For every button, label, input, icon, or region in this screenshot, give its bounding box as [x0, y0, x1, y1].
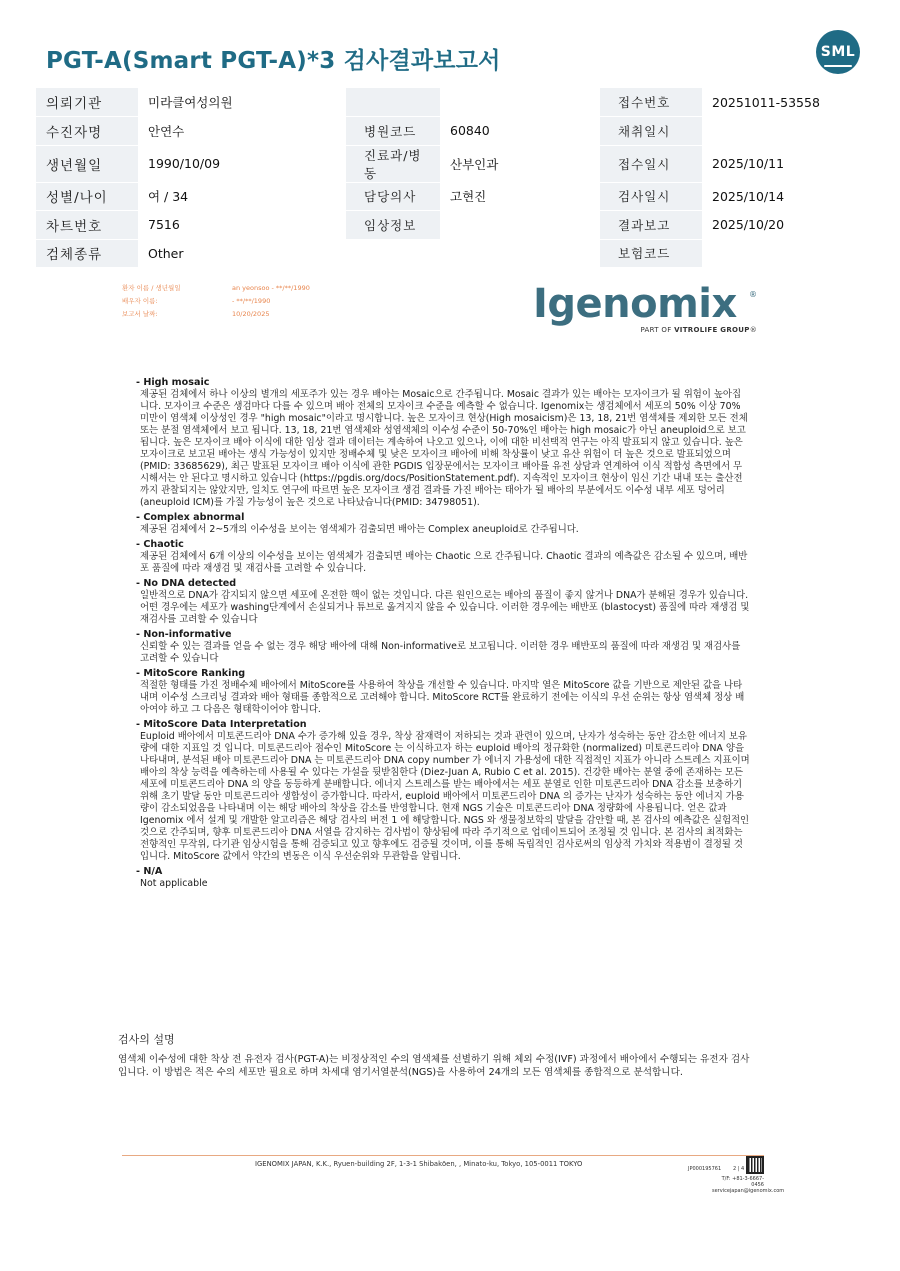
definition-section — [138, 865, 750, 890]
footer-divider — [122, 1155, 764, 1156]
info-value — [702, 117, 864, 146]
info-row — [36, 211, 864, 240]
info-value: 미라클여성의원 — [138, 88, 346, 117]
info-label: 진료과/병동 — [346, 145, 440, 182]
info-value: 여 / 34 — [138, 182, 346, 211]
info-label — [346, 88, 440, 117]
brand-sub-prefix: PART OF — [640, 326, 675, 334]
info-label: 성별/나이 — [36, 182, 138, 211]
meta-row — [122, 308, 310, 321]
section-title: - N/A — [136, 866, 163, 877]
section-text: Euploid 배아에서 미토콘드리아 DNA 수가 증가해 있을 경우, 착상 잠재력이 저하되는 것과 관련이 있으며, 난자가 성숙하는 동안 감소한 에너지 보유량에 대한 지표일 것 입니다. 미토콘드리아 점수인 MitoScore 는 이식하고자 하는 euploid 배아의 정규화한 (normalized) 미토콘드리아 DNA 양을 나타내며, 분석된 배아 미토콘드리아 DNA 는 미토콘드리아 DNA copy number 가 에너지 가용성에 대한 직접적인 지표가 아니라 스트레스 지표이며 배아의 착상 능력을 예측하는데 사용될 수 있다는 가설을 뒷받침한다 (Diez-Juan A, Rubio C et al. 2015). 건강한 배아는 분열 중에 존재하는 모든 세포에 미토콘드리아 DNA 의 양을 동등하게 분배합니다. 에너지 스트레스를 받는 배아에서는 세포 분열로 인한 미토콘드리아 DNA 감소를 보충하기 위해 초기 발달 동안 미토콘드리아 생합성이 증가합니다. 따라서, euploid 배아에서 미토콘드리아 DNA 의 증가는 난자가 성숙하는 동안 에너지 가용량이 감소되었음을 나타내며 이는 해당 배아의 착상을 감소를 반영합니다. 현재 NGS 기술은 미토콘드리아 DNA 정량화에 사용됩니다. 얻은 값과 Igenomix 에서 설계 및 개발한 알고리즘은 해당 검사의 버전 1 에 해당합니다. NGS 와 생물정보학의 발달을 감안할 때, 본 검사의 예측값은 실험적인 것으로 간주되며, 향후 미토콘드리아 DNA 서열을 감지하는 검사법이 향상됨에 따라 주기적으로 업데이트되어 조정될 것 입니다. 본 검사의 최적화는 전향적인 무작위, 다기관 임상시험을 통해 검증되고 있고 향후에도 검증될 것이며, 이를 통해 독립적인 검사로써의 임상적 가치와 적용범이 결정될 것 입니다. MitoScore 값에서 약간의 변동은 이식 우선순위와 무관함을 알립니다. — [140, 731, 750, 862]
info-label: 보험코드 — [600, 239, 702, 268]
brand-sub-suffix: ® — [749, 326, 757, 334]
info-row — [36, 88, 864, 117]
definition-section — [138, 667, 750, 716]
section-title: - Non-informative — [136, 629, 232, 640]
info-value — [440, 211, 600, 240]
report-title: PGT-A(Smart PGT-A)*3 검사결과보고서 — [46, 48, 501, 74]
info-row — [36, 182, 864, 211]
meta-key: 환자 이름 / 생년월일 — [122, 284, 181, 292]
info-label: 담당의사 — [346, 182, 440, 211]
brand-sub-bold: VITROLIFE GROUP — [674, 326, 750, 334]
info-value: 2025/10/20 — [702, 211, 864, 240]
info-row — [36, 145, 864, 182]
brand-name: Igenomix — [533, 281, 737, 327]
info-label: 접수일시 — [600, 145, 702, 182]
info-row — [36, 117, 864, 146]
info-value: 안연수 — [138, 117, 346, 146]
section-title: - MitoScore Ranking — [136, 668, 246, 679]
info-value — [702, 239, 864, 268]
igenomix-logo — [533, 282, 763, 338]
meta-value: an yeonsoo - **/**/1990 — [232, 284, 310, 292]
section-title: - MitoScore Data Interpretation — [136, 719, 307, 730]
footer-address: IGENOMIX JAPAN, K.K., Ryuen-building 2F, 1-3-1 Shibakōen, , Minato-ku, Tokyo, 105-0011 TOKYO — [255, 1160, 583, 1168]
info-value: 7516 — [138, 211, 346, 240]
info-value: 산부인과 — [440, 145, 600, 182]
info-value: Other — [138, 239, 346, 268]
footer-doc-id: JP000195761 — [688, 1166, 722, 1172]
qr-code-icon — [746, 1156, 764, 1174]
info-label: 차트번호 — [36, 211, 138, 240]
description-text: 염색체 이수성에 대한 착상 전 유전자 검사(PGT-A)는 비정상적인 수의 염색체를 선별하기 위해 체외 수정(IVF) 과정에서 배아에서 수행되는 유전자 검사입니다. 이 방법은 적은 수의 세포만 필요로 하며 차세대 염기서열분석(NGS)을 사용하여 24개의 모든 염색체를 종합적으로 분석합니다. — [118, 1054, 750, 1078]
definition-section — [138, 628, 750, 665]
section-title: - Complex abnormal — [136, 512, 245, 523]
sml-logo-text: SML — [820, 44, 856, 60]
patient-info-table — [36, 88, 864, 268]
definition-section — [138, 376, 750, 509]
info-label: 검체종류 — [36, 239, 138, 268]
section-title: - No DNA detected — [136, 578, 237, 589]
section-title: - Chaotic — [136, 539, 184, 550]
meta-value: - **/**/1990 — [232, 297, 271, 305]
brand-reg: ® — [749, 290, 757, 299]
info-label: 접수번호 — [600, 88, 702, 117]
footer-page-number: 2 | 4 — [733, 1166, 745, 1172]
section-text: 제공된 검체에서 하나 이상의 별개의 세포주가 있는 경우 배아는 Mosaic으로 간주됩니다. Mosaic 결과가 있는 배아는 모자이크가 될 위험이 높아집니다. 모자이크 수준은 생검마다 다를 수 있으며 배아 전체의 모자이크 수준을 예측할 수 없습니다. Igenomix는 생검체에서 세포의 50% 이상 70% 미만이 염색체 이상성인 경우 "high mosaic"이라고 명시합니다. 높은 모자이크 현상(High mosaicism)은 13, 18, 21번 염색체를 제외한 모든 전체 또는 분절 염색체에서 보고 됩니다. 13, 18, 21번 염색체와 성염색체의 이수성 수준이 50-70%인 배아는 high mosaic가 아닌 aneuploid으로 보고됩니다. 높은 모자이크 배아 이식에 대한 임상 결과 데이터는 계속하여 나오고 있으나, 이에 대한 비선택적 연구는 아직 발표되지 않고 있습니다. 높은 모자이크로 보고된 배아는 생식 가능성이 있지만 정배수체 및 낮은 모자이크 배아에 비해 착상률이 낮고 유산 위험이 더 높은 것으로 발표되었으며 (PMID: 33685629), 최근 발표된 모자이크 배아 이식에 관한 PGDIS 입장문에서는 모자이크 배아를 유전 상담과 연계하여 이식 적합성 측면에서 무시해서는 안 된다고 명시하고 있습니다 (https://pgdis.org/docs/PositionStatement.pdf). 지속적인 모자이크 현상이 임신 기간 내내 또는 출산전까지 관찰되지는 않았지만, 일치도 연구에 따르면 높은 모자이크 생검 결과를 가진 배아는 태아가 될 배아의 부분에서도 이수성 내부 세포 덩어리(aneuploid ICM)를 가질 가능성이 높은 것으로 나타났습니다(PMID: 34798051). — [140, 389, 748, 508]
definition-section — [138, 718, 750, 863]
test-description — [118, 1032, 758, 1079]
patient-meta — [122, 282, 310, 321]
info-label: 수진자명 — [36, 117, 138, 146]
footer-email: servicejapan@igenomix.com — [712, 1188, 785, 1194]
definition-section — [138, 538, 750, 575]
info-value: 고현진 — [440, 182, 600, 211]
brand-subtitle — [640, 326, 757, 334]
info-value: 2025/10/14 — [702, 182, 864, 211]
meta-value: 10/20/2025 — [232, 310, 270, 318]
info-label — [346, 239, 440, 268]
info-value — [440, 239, 600, 268]
footer-tel: T/F: +81-3-6667-0456 — [721, 1176, 764, 1188]
info-row — [36, 239, 864, 268]
sml-logo — [816, 30, 860, 74]
info-label: 임상정보 — [346, 211, 440, 240]
meta-row — [122, 282, 310, 295]
meta-row — [122, 295, 310, 308]
info-label: 의뢰기관 — [36, 88, 138, 117]
footer-contact — [712, 1176, 785, 1194]
info-label: 검사일시 — [600, 182, 702, 211]
info-value: 1990/10/09 — [138, 145, 346, 182]
section-text: 신뢰할 수 있는 결과를 얻을 수 없는 경우 해당 배아에 대해 Non-informative로 보고됩니다. 이러한 경우 배반포의 품질에 따라 재생검 및 재검사를 고려할 수 있습니다 — [140, 641, 741, 664]
section-text: 제공된 검체에서 6개 이상의 이수성을 보이는 염색체가 검출되면 배아는 Chaotic 으로 간주됩니다. Chaotic 결과의 예측값은 감소될 수 있으며, 배반포 품질에 따라 재생검 및 재검사를 고려할 수 있습니다. — [140, 551, 748, 574]
section-text: 적절한 형태를 가진 정배수체 배아에서 MitoScore를 사용하여 착상을 개선할 수 있습니다. 마지막 열은 MitoScore 값을 기반으로 제안된 값을 나타내며 이수성 스크리닝 결과와 배아 형태를 종합적으로 고려해야 합니다. MitoScore RCT를 완료하기 전에는 이식의 우선 순위는 항상 염색체 정상 배아여야 하고 그 다음은 형태학이어야 합니다. — [140, 680, 745, 715]
info-label: 병원코드 — [346, 117, 440, 146]
meta-key: 배우자 이름: — [122, 297, 158, 305]
meta-key: 보고서 날짜: — [122, 310, 158, 318]
definition-section — [138, 511, 750, 536]
info-label: 채취일시 — [600, 117, 702, 146]
section-text: 일반적으로 DNA가 감지되지 않으면 세포에 온전한 핵이 없는 것입니다. 다른 원인으로는 배아의 품질이 좋지 않거나 DNA가 분해된 경우가 있습니다. 어떤 경우에는 세포가 washing단계에서 손실되거나 튜브로 옮겨지지 않을 수 있습니다. 이러한 경우에는 배반포 (blastocyst) 품질에 따라 재생검 및 재검사를 고려할 수 있습니다 — [140, 590, 750, 625]
section-text: 제공된 검체에서 2~5개의 이수성을 보이는 염색체가 검출되면 배아는 Complex aneuploid로 간주됩니다. — [140, 524, 579, 535]
info-value: 2025/10/11 — [702, 145, 864, 182]
definition-section — [138, 577, 750, 626]
description-title: 검사의 설명 — [118, 1033, 175, 1046]
info-value: 60840 — [440, 117, 600, 146]
info-label: 결과보고 — [600, 211, 702, 240]
result-definitions — [138, 376, 750, 892]
section-title: - High mosaic — [136, 377, 210, 388]
info-value — [440, 88, 600, 117]
info-value: 20251011-53558 — [702, 88, 864, 117]
info-label: 생년월일 — [36, 145, 138, 182]
section-text: Not applicable — [140, 878, 208, 889]
